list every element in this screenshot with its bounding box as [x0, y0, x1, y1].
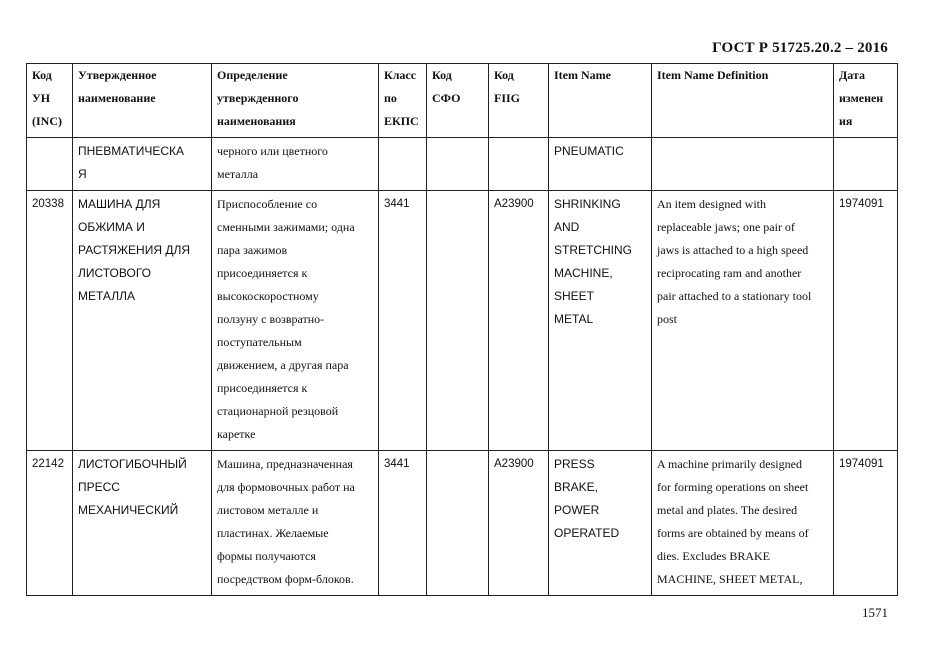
cell-item-name-definition: An item designed with replaceable jaws; one pair of jaws is attached to a high speed reciprocating ram and another pair attached to a stationary tool post [652, 191, 834, 451]
cell-change-date: 1974091 [834, 191, 898, 451]
cell-inc-code: 20338 [27, 191, 73, 451]
column-header-change-date: Дата изменен ия [834, 64, 898, 138]
cell-fiig-code [489, 138, 549, 191]
cell-sfo-code [427, 451, 489, 596]
item-names-table [26, 63, 898, 596]
cell-approved-name: МАШИНА ДЛЯ ОБЖИМА И РАСТЯЖЕНИЯ ДЛЯ ЛИСТОВОГО МЕТАЛЛА [73, 191, 212, 451]
cell-sfo-code [427, 138, 489, 191]
cell-change-date: 1974091 [834, 451, 898, 596]
cell-fiig-code: A23900 [489, 191, 549, 451]
column-header-sfo-code: Код СФО [427, 64, 489, 138]
cell-change-date [834, 138, 898, 191]
column-header-item-name-definition: Item Name Definition [652, 64, 834, 138]
column-header-name-definition: Определение утвержденного наименования [212, 64, 379, 138]
table-row [27, 451, 898, 596]
cell-name-definition: Машина, предназначенная для формовочных работ на листовом металле и пластинах. Желаемые формы получаются посредством форм-блоков. [212, 451, 379, 596]
column-header-ekps-class: Класс по ЕКПС [379, 64, 427, 138]
cell-item-name: PRESS BRAKE, POWER OPERATED [549, 451, 652, 596]
cell-inc-code [27, 138, 73, 191]
cell-name-definition: Приспособление со сменными зажимами; одна пара зажимов присоединяется к высокоскоростному ползуну с возвратно- поступательным движением, а другая пара присоединяется к стационарной резцовой каретке [212, 191, 379, 451]
column-header-approved-name: Утвержденное наименование [73, 64, 212, 138]
cell-item-name: SHRINKING AND STRETCHING MACHINE, SHEET METAL [549, 191, 652, 451]
table-row [27, 191, 898, 451]
table-header-row [27, 64, 898, 138]
cell-item-name-definition: A machine primarily designed for forming operations on sheet metal and plates. The desired forms are obtained by means of dies. Excludes BRAKE MACHINE, SHEET METAL, [652, 451, 834, 596]
cell-fiig-code: A23900 [489, 451, 549, 596]
cell-name-definition: черного или цветного металла [212, 138, 379, 191]
cell-ekps-class [379, 138, 427, 191]
page-number: 1571 [862, 605, 888, 620]
cell-sfo-code [427, 191, 489, 451]
column-header-fiig-code: Код FIIG [489, 64, 549, 138]
cell-inc-code: 22142 [27, 451, 73, 596]
cell-item-name-definition [652, 138, 834, 191]
cell-approved-name: ПНЕВМАТИЧЕСКА Я [73, 138, 212, 191]
table-row [27, 138, 898, 191]
document-standard-title: ГОСТ Р 51725.20.2 – 2016 [712, 40, 888, 56]
cell-ekps-class: 3441 [379, 191, 427, 451]
column-header-item-name: Item Name [549, 64, 652, 138]
cell-approved-name: ЛИСТОГИБОЧНЫЙ ПРЕСС МЕХАНИЧЕСКИЙ [73, 451, 212, 596]
cell-item-name: PNEUMATIC [549, 138, 652, 191]
cell-ekps-class: 3441 [379, 451, 427, 596]
column-header-inc-code: Код УН (INC) [27, 64, 73, 138]
